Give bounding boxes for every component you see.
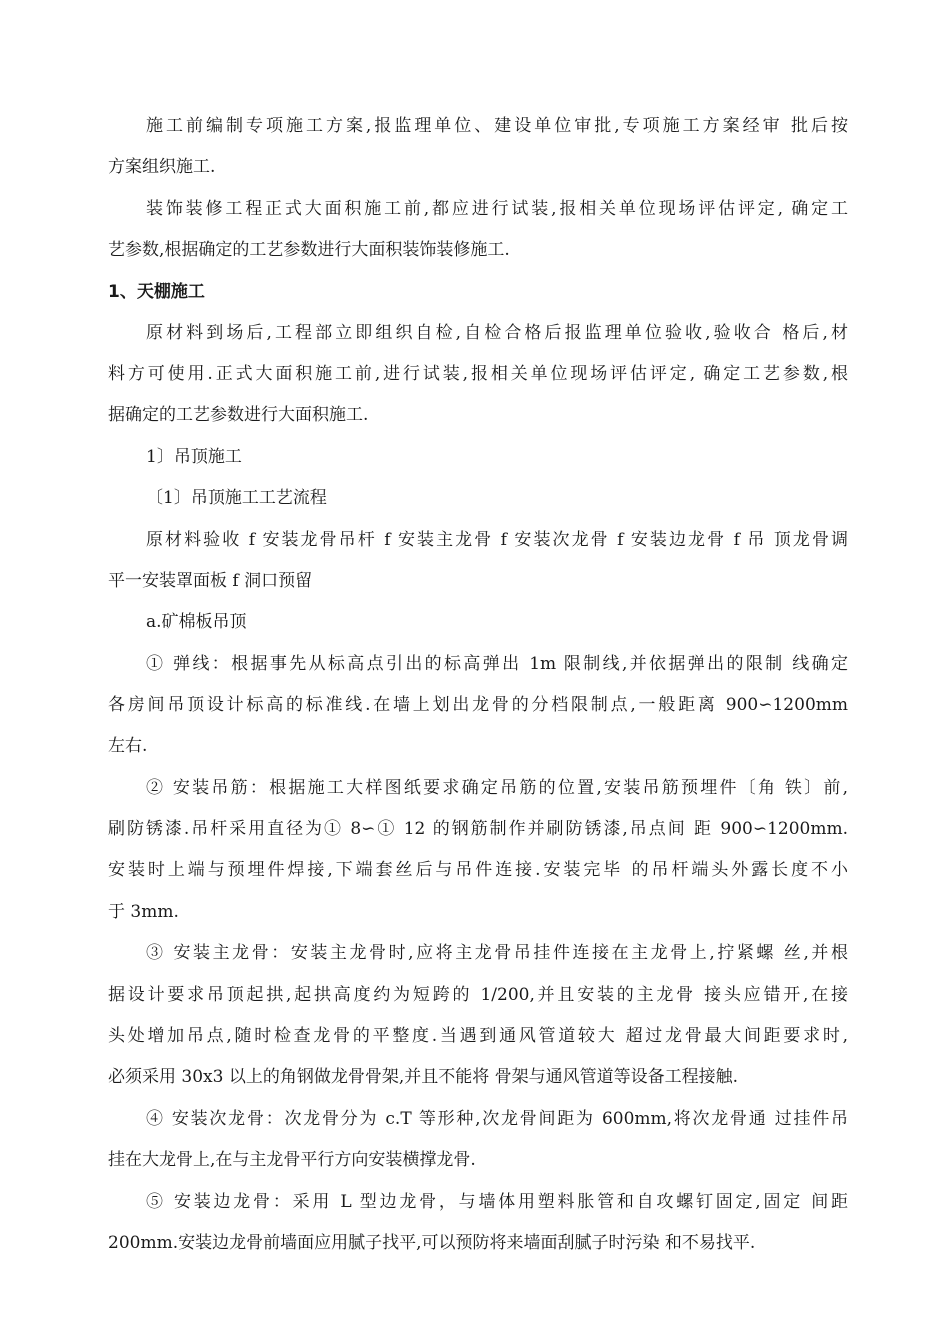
paragraph-line: 各房间吊顶设计标高的标准线.在墙上划出龙骨的分档限制点,一般距离 900∽1200mm — [108, 695, 848, 715]
subsection-heading: 〔1〕吊顶施工工艺流程 — [146, 488, 327, 508]
paragraph-line: ⑤ 安装边龙骨：采用 L 型边龙骨，与墙体用塑料胀管和自攻螺钉固定,固定 间距 — [146, 1192, 848, 1212]
paragraph-line: 200mm.安装边龙骨前墙面应用腻子找平,可以预防将来墙面刮腻子时污染 和不易找平. — [108, 1233, 756, 1253]
paragraph-line: 艺参数,根据确定的工艺参数进行大面积装饰装修施工. — [108, 240, 510, 260]
paragraph-line: 原材料验收 f 安装龙骨吊杆 f 安装主龙骨 f 安装次龙骨 f 安装边龙骨 f 吊 顶龙骨调 — [146, 530, 848, 550]
paragraph-line: ① 弹线：根据事先从标高点引出的标高弹出 1m 限制线,并依据弹出的限制 线确定 — [146, 654, 848, 674]
paragraph-line: ② 安装吊筋：根据施工大样图纸要求确定吊筋的位置,安装吊筋预埋件〔角 铁〕前, — [146, 778, 848, 798]
section-heading: 1、天棚施工 — [108, 282, 205, 302]
paragraph-line: 头处增加吊点,随时检查龙骨的平整度.当遇到通风管道较大 超过龙骨最大间距要求时, — [108, 1026, 848, 1046]
paragraph-line: 于 3mm. — [108, 902, 179, 922]
paragraph-line: 左右. — [108, 736, 148, 756]
paragraph-line: 施工前编制专项施工方案,报监理单位、建设单位审批,专项施工方案经审 批后按 — [146, 116, 848, 136]
paragraph-line: 必须采用 30x3 以上的角钢做龙骨骨架,并且不能将 骨架与通风管道等设备工程接触. — [108, 1067, 739, 1087]
paragraph-line: 挂在大龙骨上,在与主龙骨平行方向安装横撑龙骨. — [108, 1150, 476, 1170]
paragraph-line: 安装时上端与预埋件焊接,下端套丝后与吊件连接.安装完毕 的吊杆端头外露长度不小 — [108, 860, 848, 880]
paragraph-line: ③ 安装主龙骨：安装主龙骨时,应将主龙骨吊挂件连接在主龙骨上,拧紧螺 丝,并根 — [146, 943, 848, 963]
paragraph-line: ④ 安装次龙骨：次龙骨分为 c.T 等形种,次龙骨间距为 600mm,将次龙骨通 过挂件吊 — [146, 1109, 848, 1129]
paragraph-line: 方案组织施工. — [108, 157, 216, 177]
paragraph-line: 料方可使用.正式大面积施工前,进行试装,报相关单位现场评估评定, 确定工艺参数,根 — [108, 364, 848, 384]
paragraph-line: 原材料到场后,工程部立即组织自检,自检合格后报监理单位验收,验收合 格后,材 — [146, 323, 848, 343]
paragraph-line: 据设计要求吊顶起拱,起拱高度约为短跨的 1/200,并且安装的主龙骨 接头应错开,在接 — [108, 985, 848, 1005]
paragraph-line: 刷防锈漆.吊杆采用直径为① 8∽① 12 的钢筋制作并刷防锈漆,吊点间 距 900∽1200mm. — [108, 819, 848, 839]
subsection-heading: 1〕吊顶施工 — [146, 447, 242, 467]
item-heading: a.矿棉板吊顶 — [146, 612, 247, 632]
paragraph-line: 装饰装修工程正式大面积施工前,都应进行试装,报相关单位现场评估评定, 确定工 — [146, 199, 848, 219]
paragraph-line: 据确定的工艺参数进行大面积施工. — [108, 405, 369, 425]
paragraph-line: 平一安装罩面板 f 洞口预留 — [108, 571, 313, 591]
